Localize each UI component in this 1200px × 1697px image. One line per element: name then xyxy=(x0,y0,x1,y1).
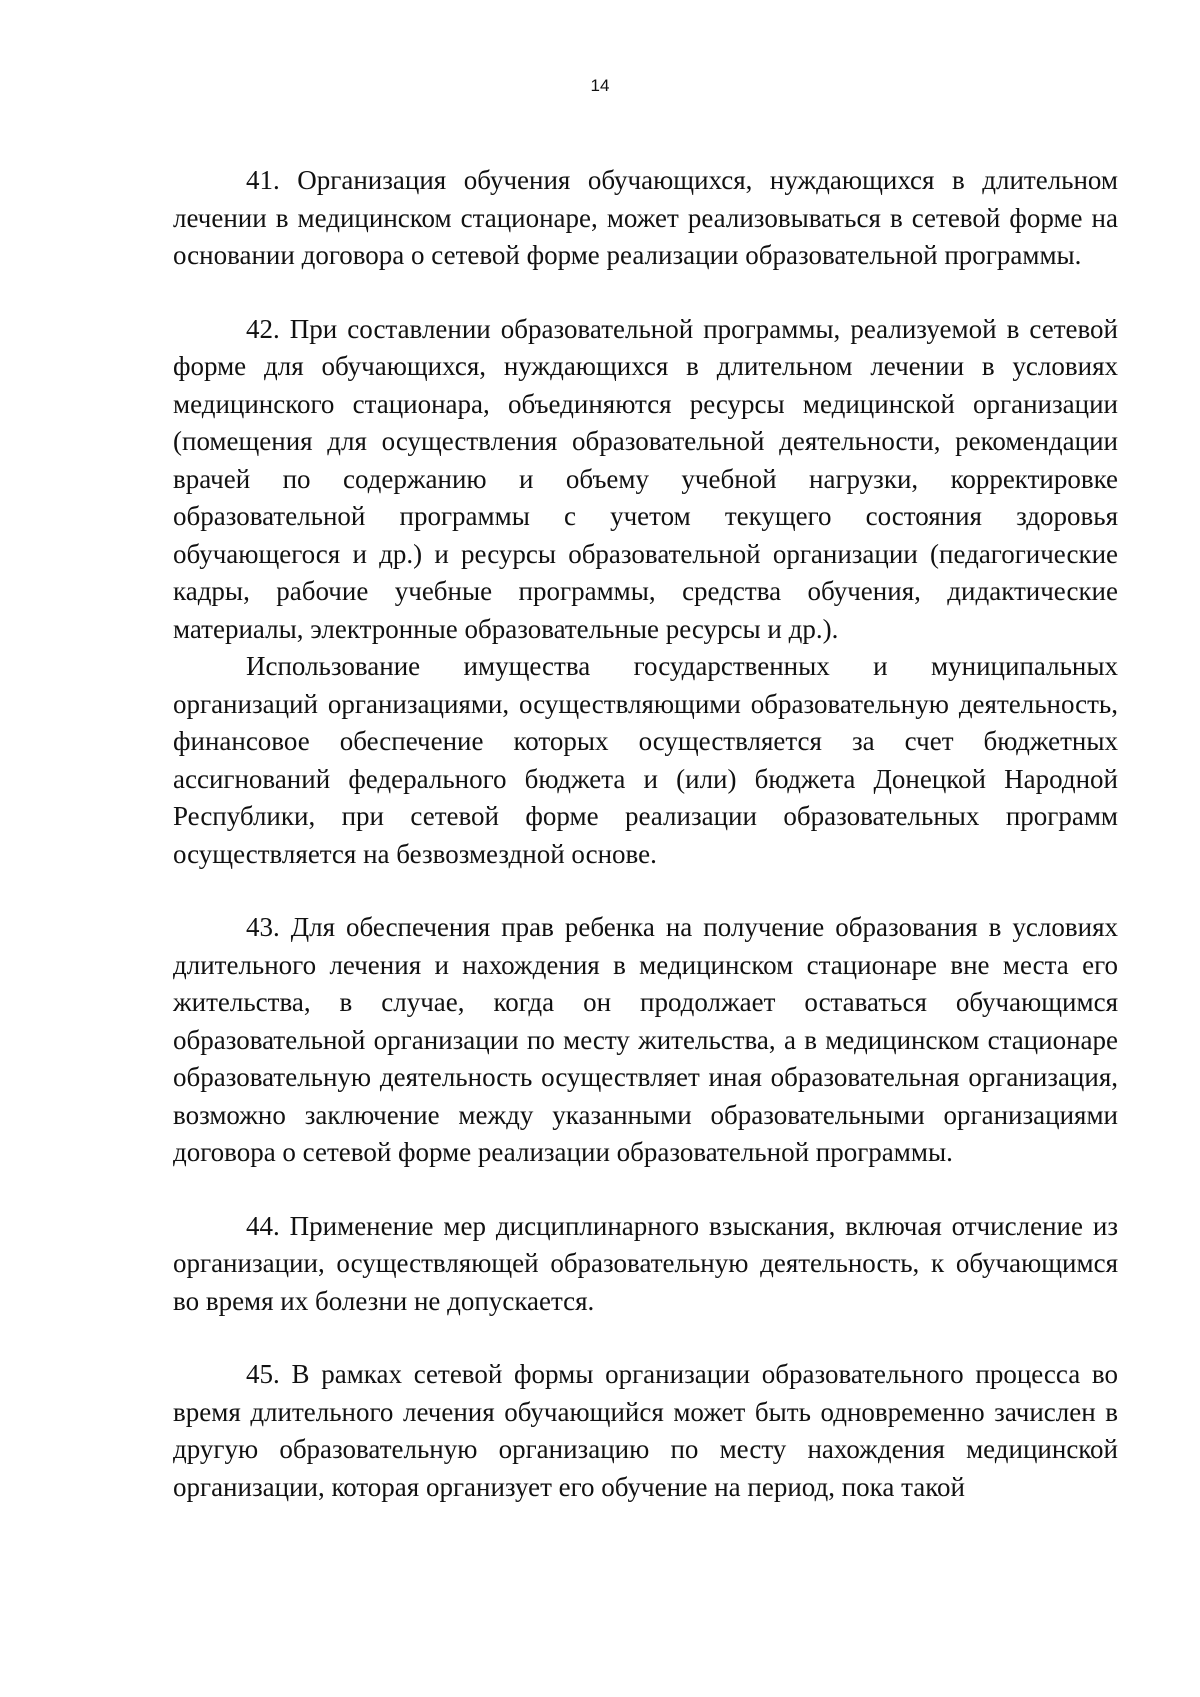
paragraph-43: 43. Для обеспечения прав ребенка на получение образования в условиях длительного лечения и нахождения в медицинском стационаре вне места его жительства, в случае, когда он продолжает оставаться обучающимся образовательной организации по месту жительства, а в медицинском стационаре образовательную деятельность осуществляет иная образовательная организация, возможно заключение между указанными образовательными организациями договора о сетевой форме реализации образовательной программы. xyxy=(173,912,1118,1167)
paragraph-45: 45. В рамках сетевой формы организации образовательного процесса во время длительного лечения обучающийся может быть одновременно зачислен в другую образовательную организацию по месту нахождения медицинской организации, которая организует его обучение на период, пока такой xyxy=(173,1359,1118,1502)
page-number: 14 xyxy=(590,76,610,95)
paragraph-42: 42. При составлении образовательной программы, реализуемой в сетевой форме для обучающихся, нуждающихся в длительном лечении в условиях медицинского стационара, объединяются ресурсы медицинской организации (помещения для осуществления образовательной деятельности, рекомендации врачей по содержанию и объему учебной нагрузки, корректировке образовательной программы с учетом текущего состояния здоровья обучающегося и др.) и ресурсы образовательной организации (педагогические кадры, рабочие учебные программы, средства обучения, дидактические материалы, электронные образовательные ресурсы и др.). xyxy=(173,313,1118,644)
document-body xyxy=(173,162,1118,1506)
paragraph-42-continuation: Использование имущества государственных и муниципальных организаций организациями, осуществляющими образовательную деятельность, финансовое обеспечение которых осуществляется за счет бюджетных ассигнований федерального бюджета и (или) бюджета Донецкой Народной Республики, при сетевой форме реализации образовательных программ осуществляется на безвозмездной основе. xyxy=(173,651,1118,869)
paragraph-41: 41. Организация обучения обучающихся, нуждающихся в длительном лечении в медицинском стационаре, может реализовываться в сетевой форме на основании договора о сетевой форме реализации образовательной программы. xyxy=(173,165,1118,270)
paragraph-44: 44. Применение мер дисциплинарного взыскания, включая отчисление из организации, осуществляющей образовательную деятельность, к обучающимся во время их болезни не допускается. xyxy=(173,1210,1118,1316)
